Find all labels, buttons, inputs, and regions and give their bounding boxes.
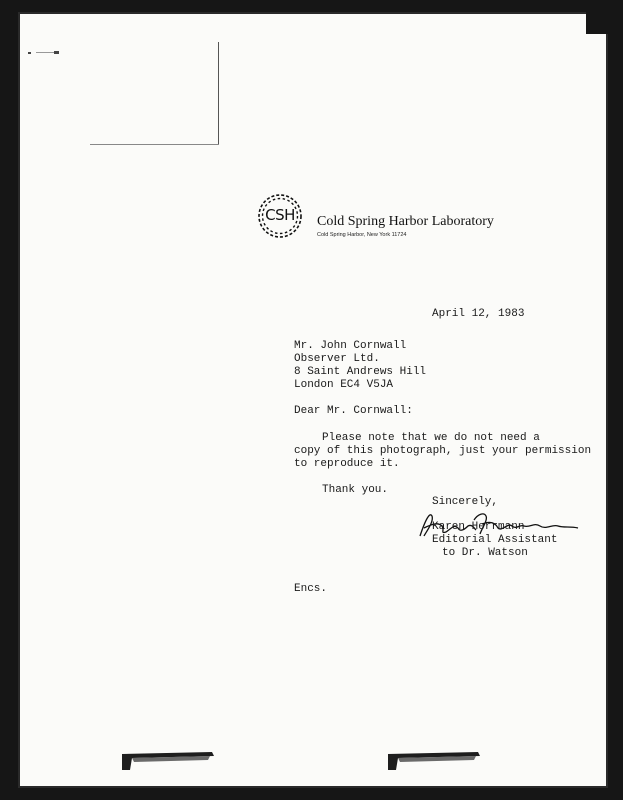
recipient-line: Mr. John Cornwall	[294, 340, 407, 352]
stray-mark	[28, 52, 31, 54]
body-line: Please note that we do not need a	[322, 432, 540, 444]
letter-date: April 12, 1983	[432, 308, 525, 320]
closing: Sincerely,	[432, 496, 499, 508]
enclosure-note: Encs.	[294, 583, 328, 595]
signer-title: to Dr. Watson	[442, 547, 528, 559]
salutation: Dear Mr. Cornwall:	[294, 405, 413, 417]
thanks-line: Thank you.	[322, 484, 389, 496]
recipient-line: London EC4 V5JA	[294, 379, 394, 391]
stray-mark	[36, 52, 54, 53]
stray-mark	[54, 51, 59, 54]
recipient-line: Observer Ltd.	[294, 353, 380, 365]
signer-title: Editorial Assistant	[432, 534, 558, 546]
body-line: to reproduce it.	[294, 458, 400, 470]
binder-clip-mark	[122, 748, 218, 770]
binder-clip-mark	[388, 748, 484, 770]
crop-mark-horizontal	[90, 144, 219, 145]
recipient-line: 8 Saint Andrews Hill	[294, 366, 427, 378]
page-corner	[586, 12, 608, 34]
signer-name: Karen Herrmann	[432, 521, 525, 533]
logo-text: CSH	[265, 206, 295, 224]
crop-mark-vertical	[218, 42, 219, 144]
letter-page	[18, 12, 608, 788]
organization-name: Cold Spring Harbor Laboratory	[317, 214, 494, 229]
body-line: copy of this photograph, just your permission	[294, 445, 592, 457]
organization-address: Cold Spring Harbor, New York 11724	[317, 232, 407, 238]
